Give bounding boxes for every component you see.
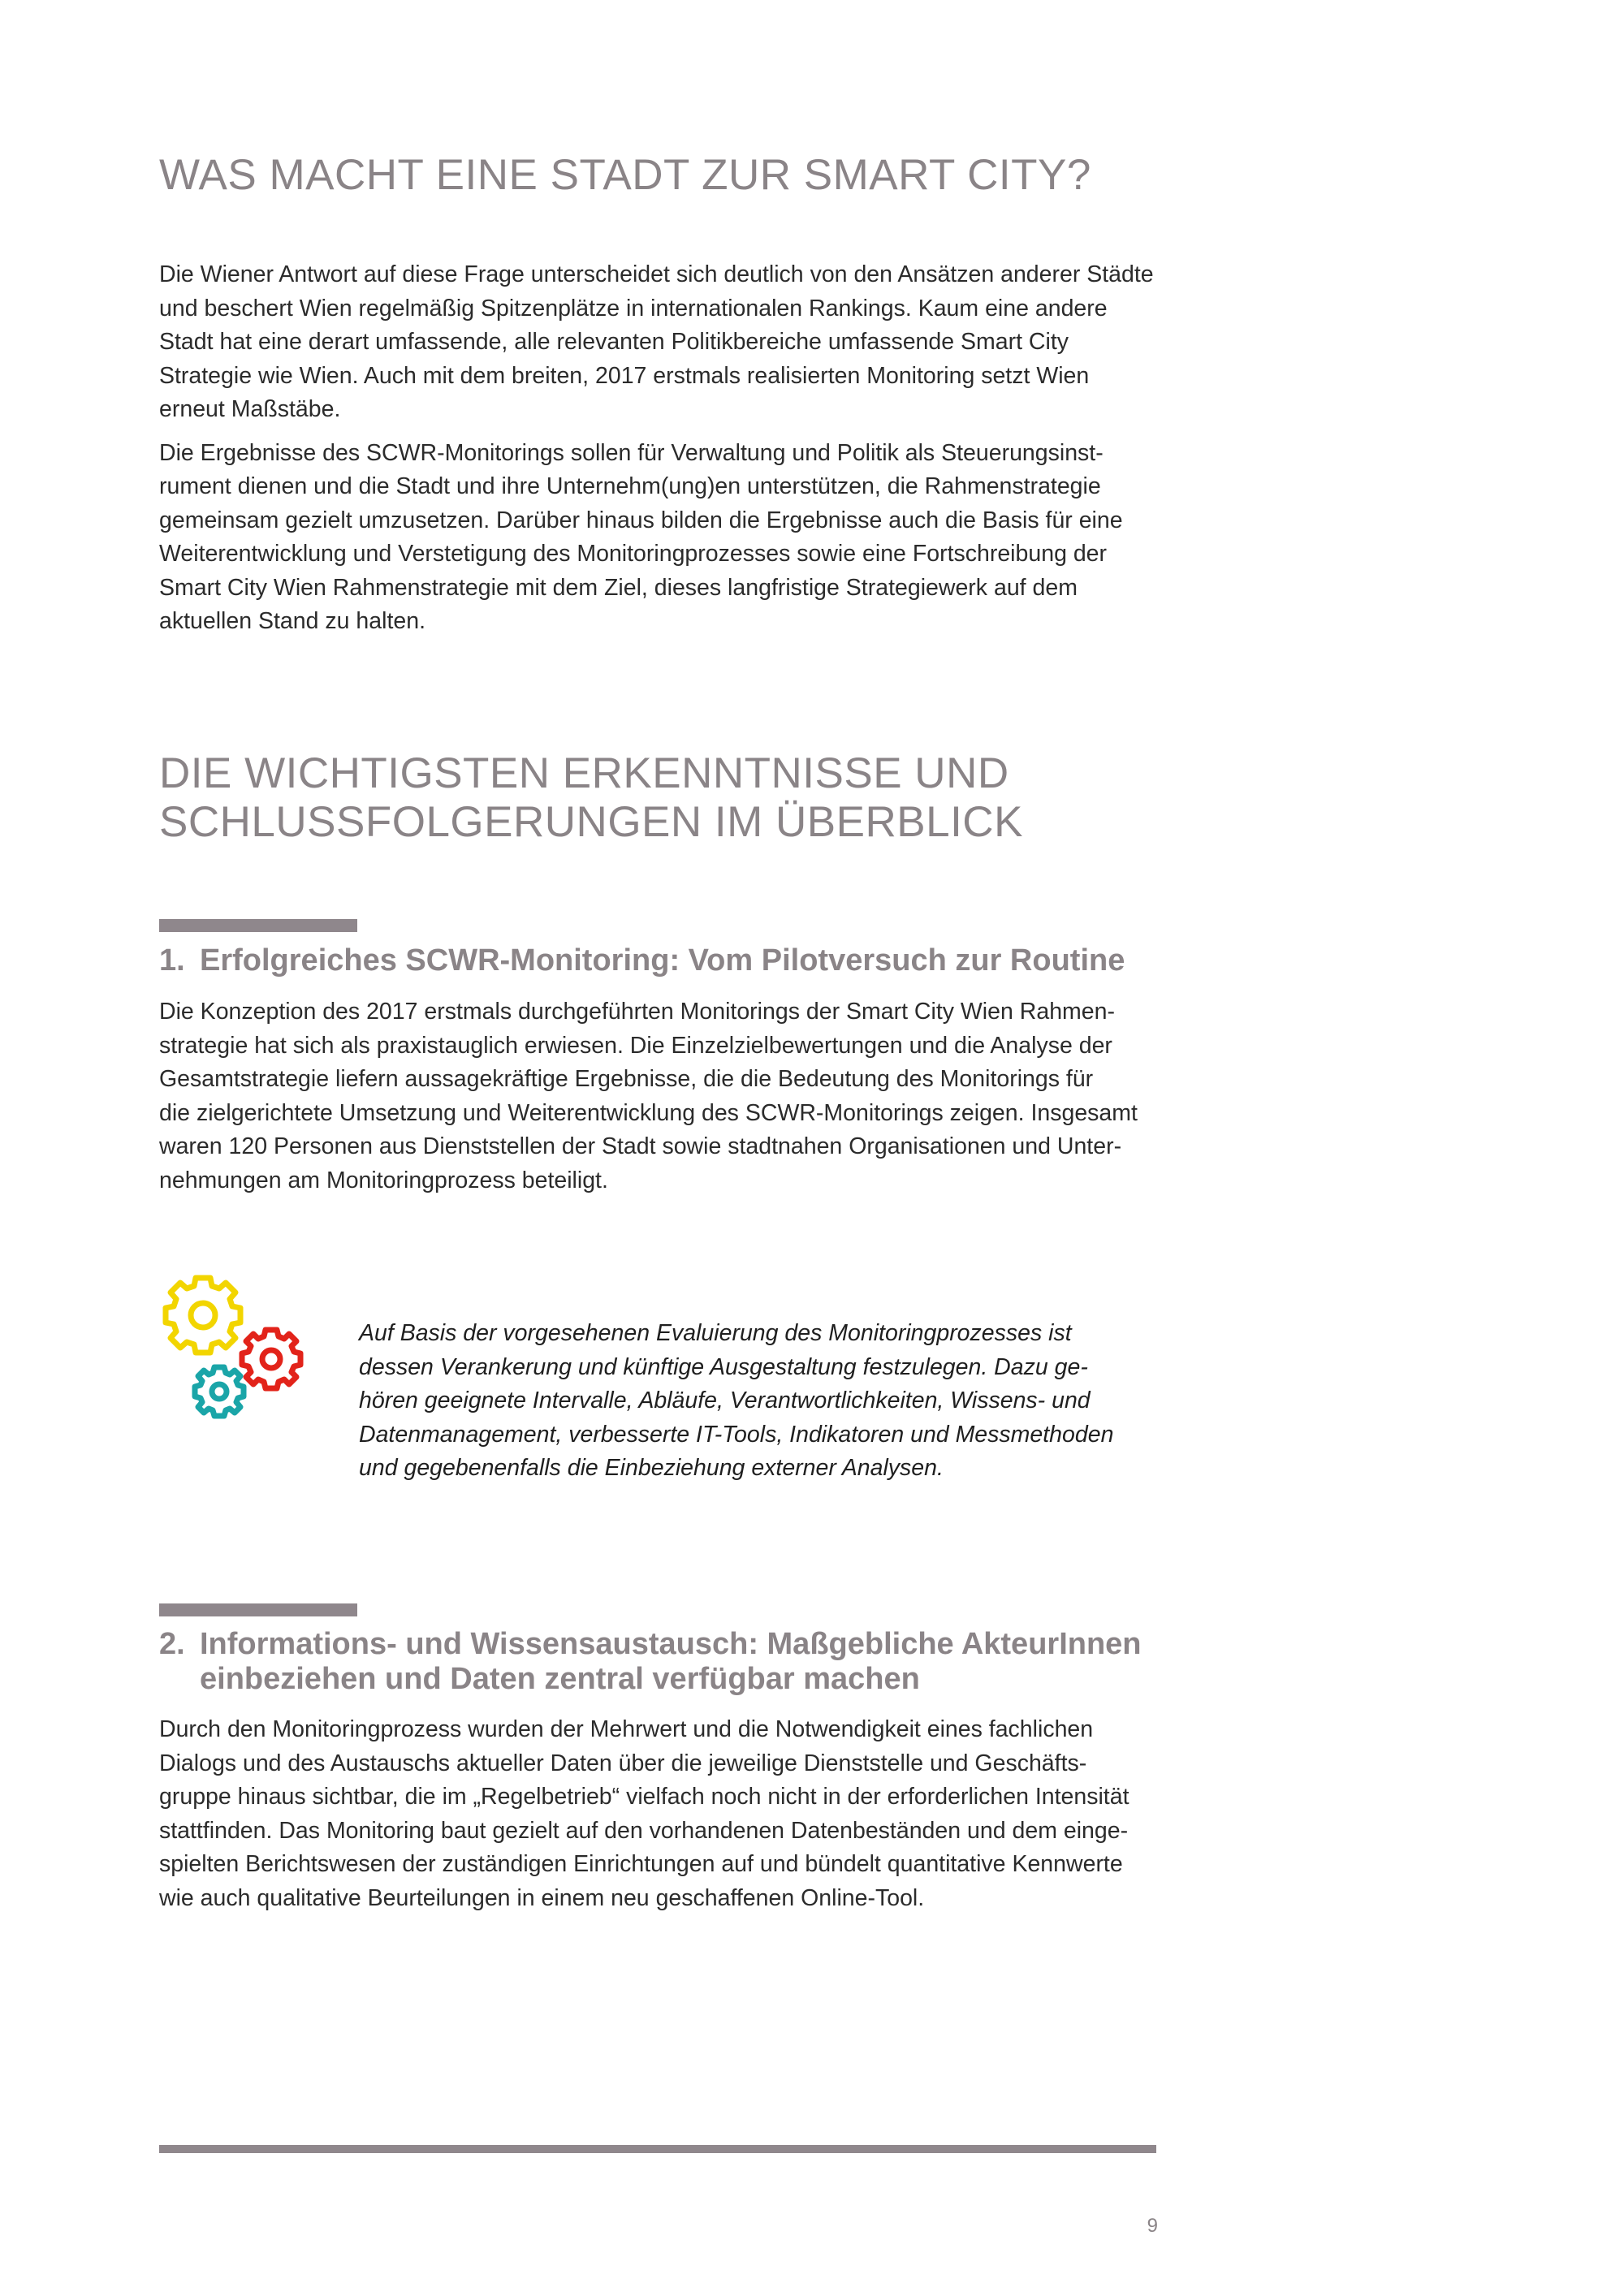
gear-red-icon	[242, 1330, 300, 1388]
finding-2-heading	[159, 1627, 1182, 1697]
finding-1-title: Erfolgreiches SCWR-Monitoring: Vom Pilotversuch zur Routine	[200, 943, 1125, 978]
intro-text	[159, 258, 1158, 649]
finding-1-body: Die Konzeption des 2017 erstmals durchgeführten Monitorings der Smart City Wien Rahmen- strategie hat sich als praxistauglich erwiesen. Die Einzelzielbewertungen und die Analyse der Gesamtstrategie liefern aussagekräftige Ergebnisse, die die Bedeutung des Monitorings für die zielgerichtete Umsetzung und Weiterentwicklung des SCWR-Monitorings zeigen. Insgesamt waren 120 Personen aus Dienststellen der Stadt sowie stadtnahen Organisationen und Unter- nehmungen am Monitoringprozess beteiligt.	[159, 999, 1138, 1193]
gear-teal-icon	[195, 1367, 244, 1416]
finding-2-number: 2.	[159, 1627, 185, 1661]
intro-paragraph-2: Die Ergebnisse des SCWR-Monitorings sollen für Verwaltung und Politik als Steuerungsinst- rument dienen und die Stadt und ihre Unternehm(ung)en unterstützen, die Rahmenstrategie gemeinsam gezielt umzusetzen. Darüber hinaus bilden die Ergebnisse auch die Basis für eine Weiterentwicklung und Verstetigung des Monitoringprozesses sowie eine Fortschreibung der Smart City Wien Rahmenstrategie mit dem Ziel, dieses langfristige Strategiewerk auf dem aktuellen Stand zu halten.	[159, 439, 1123, 634]
gears-icon	[153, 1265, 307, 1427]
intro-paragraph-1: Die Wiener Antwort auf diese Frage unterscheidet sich deutlich von den Ansätzen anderer Städte und beschert Wien regelmäßig Spitzenplätze in internationalen Rankings. Kaum eine andere Stadt hat eine derart umfassende, alle relevanten Politikbereiche umfassende Smart City Strategie wie Wien. Auch mit dem breiten, 2017 erstmals realisierten Monitoring setzt Wien erneut Maßstäbe.	[159, 261, 1154, 422]
finding-1-heading	[159, 943, 1182, 978]
finding-1-callout: Auf Basis der vorgesehenen Evaluierung des Monitoringprozesses ist dessen Verankerung und künftige Ausgestaltung festzulegen. Dazu ge- hören geeignete Intervalle, Abläufe, Verantwortlichkeiten, Wissens- und Datenmanagement, verbesserte IT-Tools, Indikatoren und Messmethoden und gegebenenfalls die Einbeziehung externer Analysen.	[359, 1320, 1114, 1481]
footer-divider	[159, 2145, 1156, 2153]
page-number: 9	[1147, 2215, 1158, 2237]
section-title-smart-city: WAS MACHT EINE STADT ZUR SMART CITY?	[159, 151, 1091, 199]
gear-yellow-icon	[166, 1278, 240, 1353]
finding-2-body: Durch den Monitoringprozess wurden der Mehrwert und die Notwendigkeit eines fachlichen Dialogs und des Austauschs aktueller Daten über die jeweilige Dienststelle und Geschäfts- gruppe hinaus sichtbar, die im „Regelbetrieb“ vielfach noch nicht in der erforderlichen Intensität stattfinden. Das Monitoring baut gezielt auf den vorhandenen Datenbeständen und dem einge- spielten Berichtswesen der zuständigen Einrichtungen auf und bündelt quantitative Kennwerte wie auch qualitative Beurteilungen in einem neu geschaffenen Online-Tool.	[159, 1716, 1129, 1911]
section-title-findings-line2: SCHLUSSFOLGERUNGEN IM ÜBERBLICK	[159, 798, 1023, 846]
finding-2-text	[159, 1713, 1158, 1925]
heading-accent-bar-2	[159, 1603, 357, 1616]
section-title-findings	[159, 749, 1023, 847]
finding-2-title: Informations- und Wissensaustausch: Maßgebliche AkteurInnen einbeziehen und Daten zentral verfügbar machen	[200, 1627, 1142, 1696]
heading-accent-bar-1	[159, 919, 357, 932]
finding-1-number: 1.	[159, 943, 185, 978]
section-title-findings-line1: DIE WICHTIGSTEN ERKENNTNISSE UND	[159, 749, 1009, 797]
finding-1-text	[159, 995, 1158, 1207]
